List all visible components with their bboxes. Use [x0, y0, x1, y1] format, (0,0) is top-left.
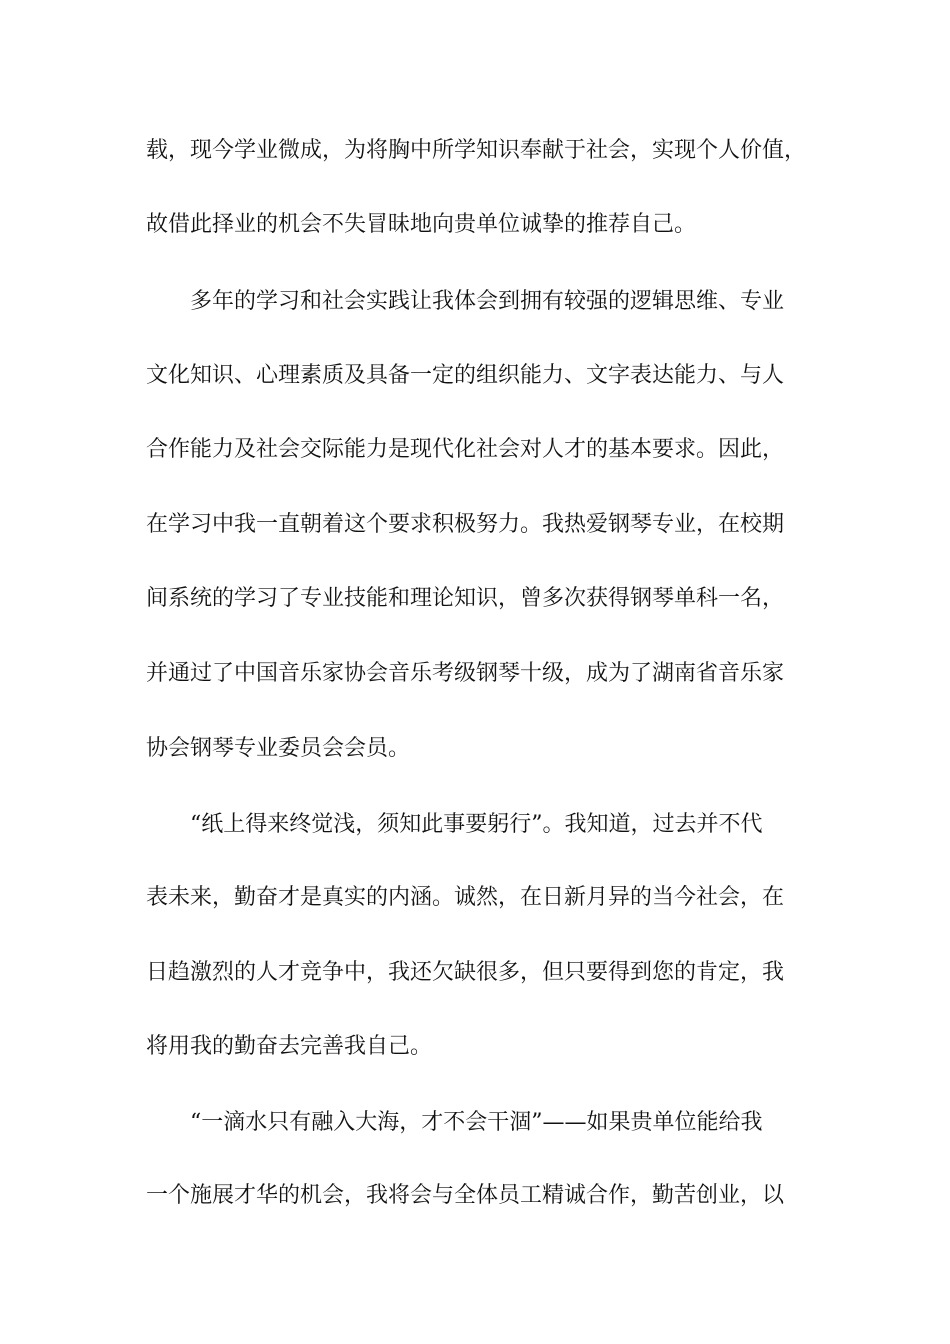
text-line: 合作能力及社会交际能力是现代化社会对人才的基本要求。因此，: [146, 437, 785, 462]
text-line: 故借此择业的机会不失冒昧地向贵单位诚挚的推荐自己。: [146, 212, 697, 237]
text-line: 协会钢琴专业委员会会员。: [146, 736, 411, 761]
text-line: 在学习中我一直朝着这个要求积极努力。我热爱钢琴专业，在校期: [146, 512, 785, 537]
paragraph-first-line: “一滴水只有融入大海，才不会干涸”——如果贵单位能给我: [190, 1110, 763, 1135]
text-line: 载，现今学业微成，为将胸中所学知识奉献于社会，实现个人价值，: [146, 138, 807, 163]
paragraph-first-line: “纸上得来终觉浅，须知此事要躬行”。我知道，过去并不代: [190, 812, 763, 837]
text-line: 并通过了中国音乐家协会音乐考级钢琴十级，成为了湖南省音乐家: [146, 661, 785, 686]
text-line: 文化知识、心理素质及具备一定的组织能力、文字表达能力、与人: [146, 363, 785, 388]
text-line: 间系统的学习了专业技能和理论知识，曾多次获得钢琴单科一名，: [146, 586, 785, 611]
paragraph-first-line: 多年的学习和社会实践让我体会到拥有较强的逻辑思维、专业: [190, 289, 785, 314]
text-line: 表未来，勤奋才是真实的内涵。诚然，在日新月异的当今社会，在: [146, 885, 785, 910]
text-line: 将用我的勤奋去完善我自己。: [146, 1034, 433, 1059]
text-line: 一个施展才华的机会，我将会与全体员工精诚合作，勤苦创业，以: [146, 1183, 785, 1208]
text-line: 日趋激烈的人才竞争中，我还欠缺很多，但只要得到您的肯定，我: [146, 960, 785, 985]
